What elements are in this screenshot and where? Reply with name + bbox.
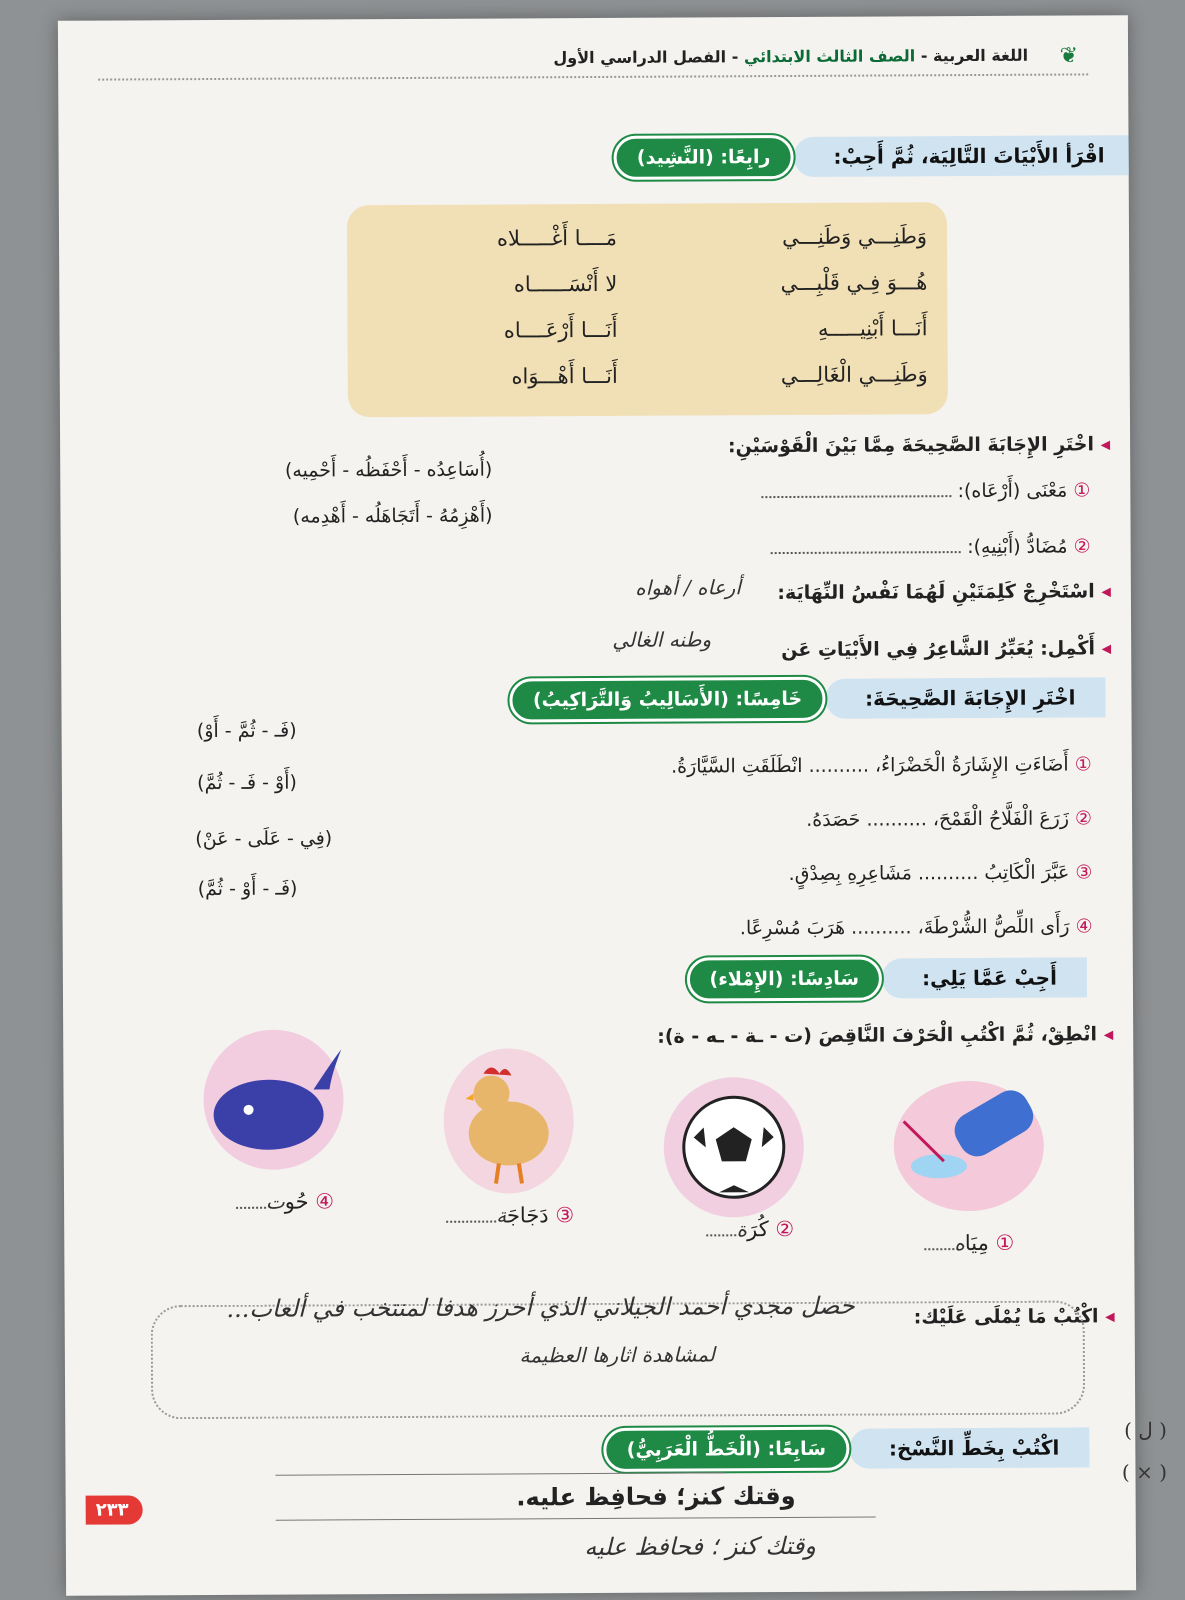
- dictation-line-1: حصل مجدي أحمد الجيلاني الذي أحرز هدفا لمنتخب في ألعاب...: [226, 1291, 855, 1323]
- s5-item-1-choices: (فَـ - ثُمَّ - أَوْ): [196, 719, 297, 743]
- margin-mark-2: ( × ): [1121, 1460, 1167, 1484]
- workbook-page: [58, 15, 1136, 1596]
- q3-answer: وطنه الغالي: [612, 627, 712, 652]
- verse-right-2: هُـــوَ فِـي قَلْبِـــي: [780, 270, 928, 296]
- q3-line: ◂ أَكْمِل: يُعَبِّرُ الشَّاعِرُ فِي الأَبْيَاتِ عَن: [781, 637, 1112, 662]
- s5-item-1: ① أَضَاءَتِ الإِشَارَةُ الْخَضْرَاءُ، .......... انْطَلَقَتِ السَّيَّارَةُ.: [671, 753, 1092, 778]
- q1-item-1: ① مَعْنَى (أَرْعَاه):: [761, 479, 1090, 503]
- section-6-label: سَادِسًا: (الإِمْلاء): [686, 957, 882, 1002]
- writing-line-2: [276, 1517, 876, 1521]
- page-number: ٢٣٣: [86, 1495, 143, 1524]
- publisher-logo-icon: ❦: [1059, 43, 1079, 69]
- dictation-line-2: لمشاهدة اثارها العظيمة: [519, 1342, 715, 1368]
- q1-title: ◂ اخْتَرِ الإِجَابَةَ الصَّحِيحَةَ مِمَّا بَيْنَ الْقَوْسَيْنِ:: [727, 433, 1111, 458]
- s6-q1: ◂ انْطِقْ، ثُمَّ اكْتُبِ الْحَرْفَ النَّاقِصَ (ت - ـة - ـه - ة):: [657, 1023, 1114, 1048]
- s6-word-3-answer: ة: [496, 1203, 507, 1228]
- term-label: الفصل الدراسي الأول: [553, 47, 727, 68]
- s6-word-1: ① مِيَاه: [924, 1231, 1014, 1255]
- q2-line: ◂ اسْتَخْرِجْ كَلِمَتَيْنِ لَهُمَا نَفْسُ النِّهَايَة:: [777, 580, 1111, 605]
- nasakh-answer: وقتك كنز ؛ فحافظ عليه: [584, 1531, 816, 1562]
- s6-word-4: ④ حُوت: [236, 1189, 334, 1214]
- verse-right-4: وَطَنِـــي الْغَالِـــي: [780, 362, 928, 388]
- page-header: [98, 43, 1088, 80]
- breadcrumb: اللغة العربية - الصف الثالث الابتدائي - الفصل الدراسي الأول: [553, 45, 1029, 68]
- verse-right-1: وَطَنِـــي وَطَنِـــي: [781, 224, 928, 250]
- section-6-heading: [686, 956, 1073, 1002]
- section-7-heading: [604, 1426, 1076, 1472]
- section-4-heading: [614, 133, 1121, 180]
- section-4-instruction: اقْرَأ الأَبْيَاتَ التَّالِيَة، ثُمَّ أَجِبْ:: [793, 135, 1134, 177]
- section-6-instruction: أَجِبْ عَمَّا يَلِي:: [882, 957, 1087, 998]
- subject-label: اللغة العربية: [932, 45, 1029, 66]
- poem-box: [347, 202, 948, 417]
- whale-image: [203, 1029, 344, 1170]
- water-bottle-image: [893, 1081, 1044, 1212]
- s6-word-1-answer: ه: [954, 1231, 965, 1256]
- s5-item-3-choices: (فِي - عَلَى - عَنْ): [195, 827, 333, 851]
- verse-left-4: أَنَـــا أَهْـــوَاه: [511, 363, 618, 389]
- s6-word-3: ③ دَجَاجَة: [446, 1203, 574, 1228]
- section-7-instruction: اكْتُبْ بِخَطِّ النَّسْخ:: [849, 1427, 1090, 1468]
- s5-item-2-choices: (أَوْ - فَـ - ثُمَّ): [197, 771, 297, 795]
- verse-right-3: أَنَـــا أَبْنِيـــــهِ: [817, 316, 928, 341]
- s6-word-2: ② كُرَة: [707, 1217, 795, 1241]
- s5-item-4: ④ رَأَى اللِّصُّ الشُّرْطَةَ، .......... هَرَبَ مُسْرِعًا.: [739, 915, 1093, 940]
- verse-left-1: مَــــا أَغْـــــلاه: [496, 225, 618, 251]
- verse-left-3: أَنَـــا أَرْعَــــاه: [503, 317, 618, 343]
- margin-mark-1: ( ل ): [1124, 1418, 1167, 1442]
- nasakh-model-sentence: وقتك كنز؛ فحافِظ عليه.: [516, 1481, 796, 1512]
- section-5-instruction: اخْتَرِ الإِجَابَةَ الصَّحِيحَةَ:: [825, 677, 1106, 718]
- s5-item-4-choices: (فَـ - أَوْ - ثُمَّ): [197, 877, 298, 901]
- verse-left-2: لا أَنْسَــــــاه: [513, 271, 618, 297]
- q1-item-2: ② مُضَادُّ (أَبْنِيهِ):: [771, 535, 1091, 559]
- section-4-label: رابِعًا: (النَّشِيد): [614, 135, 794, 180]
- s5-item-2: ② زَرَعَ الْفَلَّاحُ الْقَمْحَ، .......... حَصَدَهُ.: [806, 807, 1093, 831]
- q1-item-1-choices: (أُسَاعِدُه - أَحْفَظُه - أَحْمِيه): [284, 458, 493, 482]
- section-5-heading: [510, 675, 1092, 722]
- s6-word-2-answer: ة: [736, 1217, 748, 1242]
- football-image: [663, 1077, 804, 1218]
- section-5-label: خَامِسًا: (الأَسَالِيبُ وَالتَّرَاكِيبُ): [510, 677, 825, 723]
- grade-label: الصف الثالث الابتدائي: [743, 46, 916, 67]
- section-7-label: سَابِعًا: (الْخَطُّ الْعَرَبِيُّ): [604, 1427, 849, 1472]
- q1-item-2-choices: (أَهْزِمُهُ - أَتَجَاهَلُه - أَهْدِمه): [292, 504, 493, 528]
- s6-q2: ◂ اكْتُبْ مَا يُمْلَى عَلَيْك:: [913, 1305, 1115, 1329]
- writing-line-1: [275, 1472, 725, 1475]
- chicken-image: [443, 1048, 574, 1194]
- s5-item-3: ③ عَبَّرَ الْكَاتِبُ .......... مَشَاعِرِهِ بِصِدْقٍ.: [788, 861, 1093, 885]
- q2-answer: أرعاه / أهواه: [635, 575, 741, 600]
- s6-word-4-answer: ت: [265, 1189, 285, 1214]
